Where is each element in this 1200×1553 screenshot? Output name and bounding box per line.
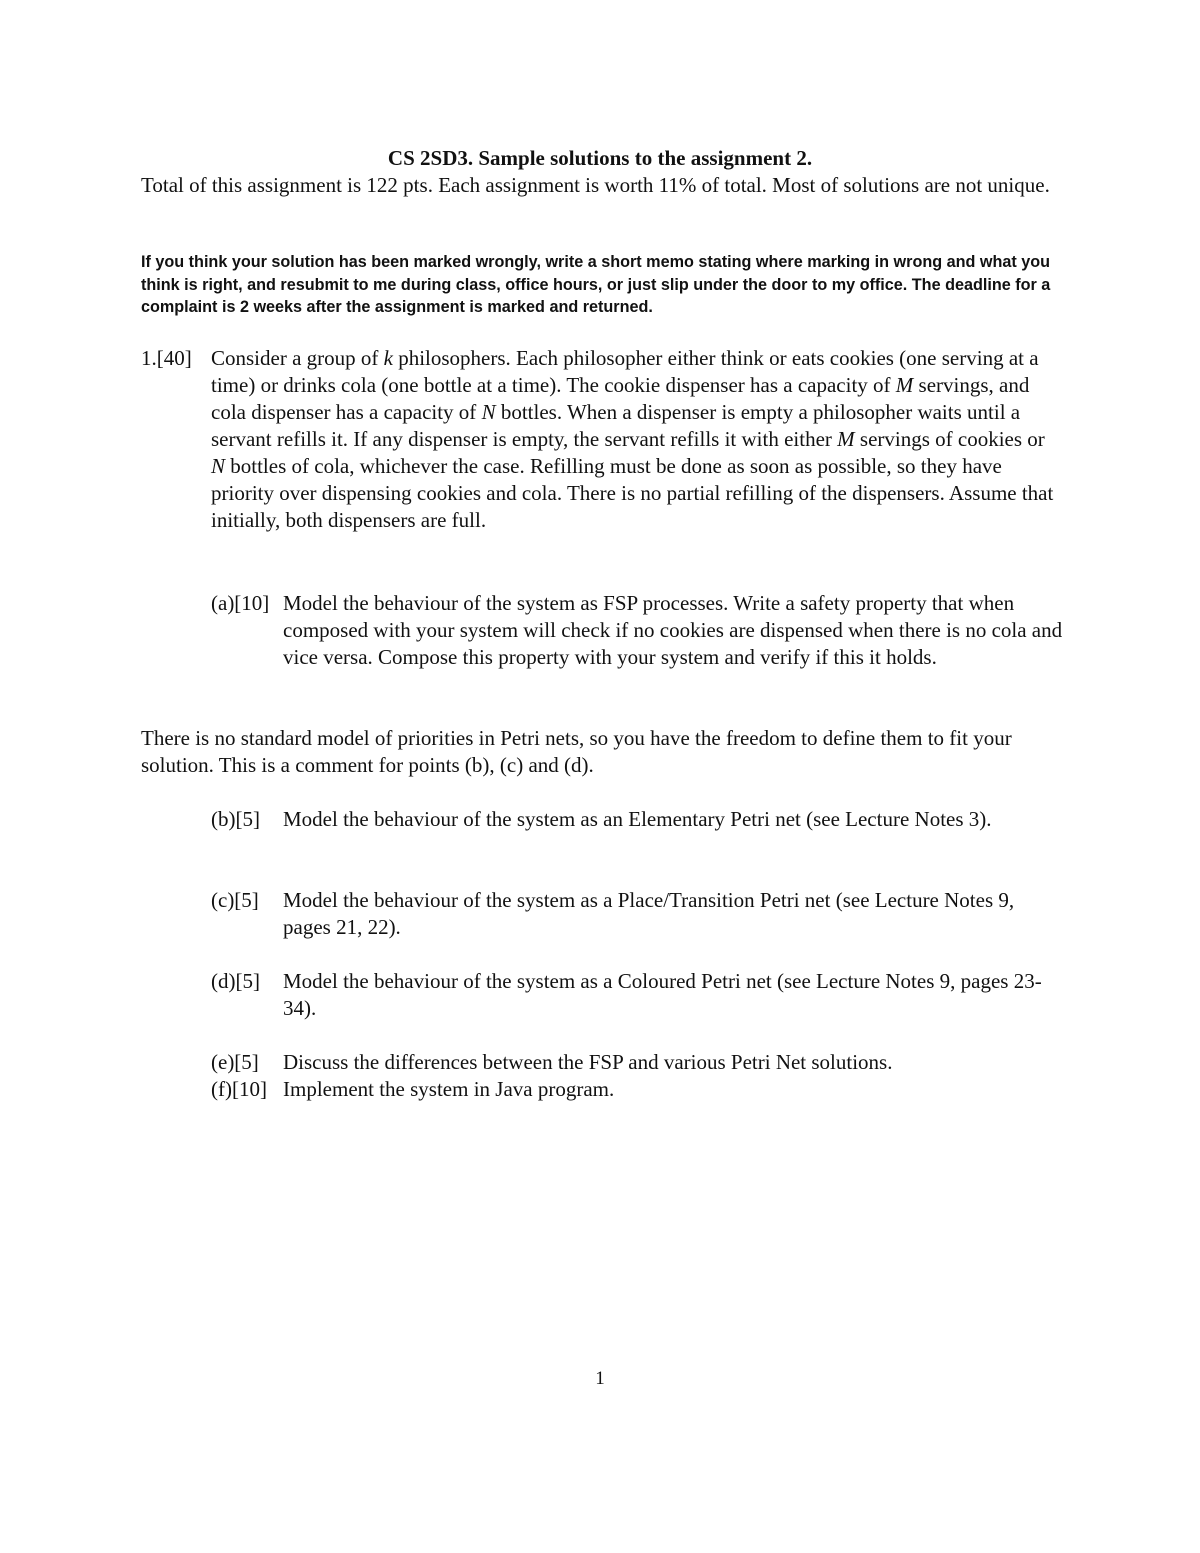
subquestion-f-text: Implement the system in Java program. [283, 1077, 615, 1101]
petri-net-comment: There is no standard model of priorities in Petri nets, so you have the freedom to define them to fit your solution. This is a comment for points (b), (c) and (d). [141, 726, 1012, 777]
intro-paragraph: Total of this assignment is 122 pts. Each assignment is worth 11% of total. Most of solutions are not unique. [141, 173, 1050, 197]
subquestion-b-text: Model the behaviour of the system as an Elementary Petri net (see Lecture Notes 3). [283, 807, 992, 831]
subquestion-d-label: (d)[5] [211, 969, 260, 993]
subquestion-b-label: (b)[5] [211, 807, 260, 831]
subquestion-a-label: (a)[10] [211, 591, 270, 615]
complaint-notice: If you think your solution has been marked wrongly, write a short memo stating where marking in wrong and what you think is right, and resubmit to me during class, office hours, or just slip under the door to my office. The deadline for a complaint is 2 weeks after the assignment is marked and returned. [141, 253, 1051, 317]
subquestion-a-text: Model the behaviour of the system as FSP processes. Write a safety property that when composed with your system will check if no cookies are dispensed when there is no cola and vice versa. Compose this property with your system and verify if this it holds. [283, 591, 1063, 669]
subquestion-f-label: (f)[10] [211, 1077, 267, 1101]
document-title: CS 2SD3. Sample solutions to the assignment 2. [387, 146, 813, 170]
subquestion-c-label: (c)[5] [211, 888, 259, 912]
subquestion-e-text: Discuss the differences between the FSP and various Petri Net solutions. [283, 1050, 893, 1074]
subquestion-c-text: Model the behaviour of the system as a Place/Transition Petri net (see Lecture Notes 9, pages 21, 22). [283, 888, 1015, 939]
subquestion-e-label: (e)[5] [211, 1050, 259, 1074]
question-1-label: 1.[40] [141, 346, 192, 370]
question-1-text: Consider a group of k philosophers. Each philosopher either think or eats cookies (one serving at a time) or drinks cola (one bottle at a time). The cookie dispenser has a capacity of M servings, and cola dispenser has a capacity of N bottles. When a dispenser is empty a philosopher waits until a servant refills it. If any dispenser is empty, the servant refills it with either M servings of cookies or N bottles of cola, whichever the case. Refilling must be done as soon as possible, so they have priority over dispensing cookies and cola. There is no partial refilling of the dispensers. Assume that initially, both dispensers are full. [211, 346, 1054, 532]
page-number: 1 [595, 1368, 605, 1389]
subquestion-d-text: Model the behaviour of the system as a Coloured Petri net (see Lecture Notes 9, pages 23-34). [283, 969, 1042, 1020]
